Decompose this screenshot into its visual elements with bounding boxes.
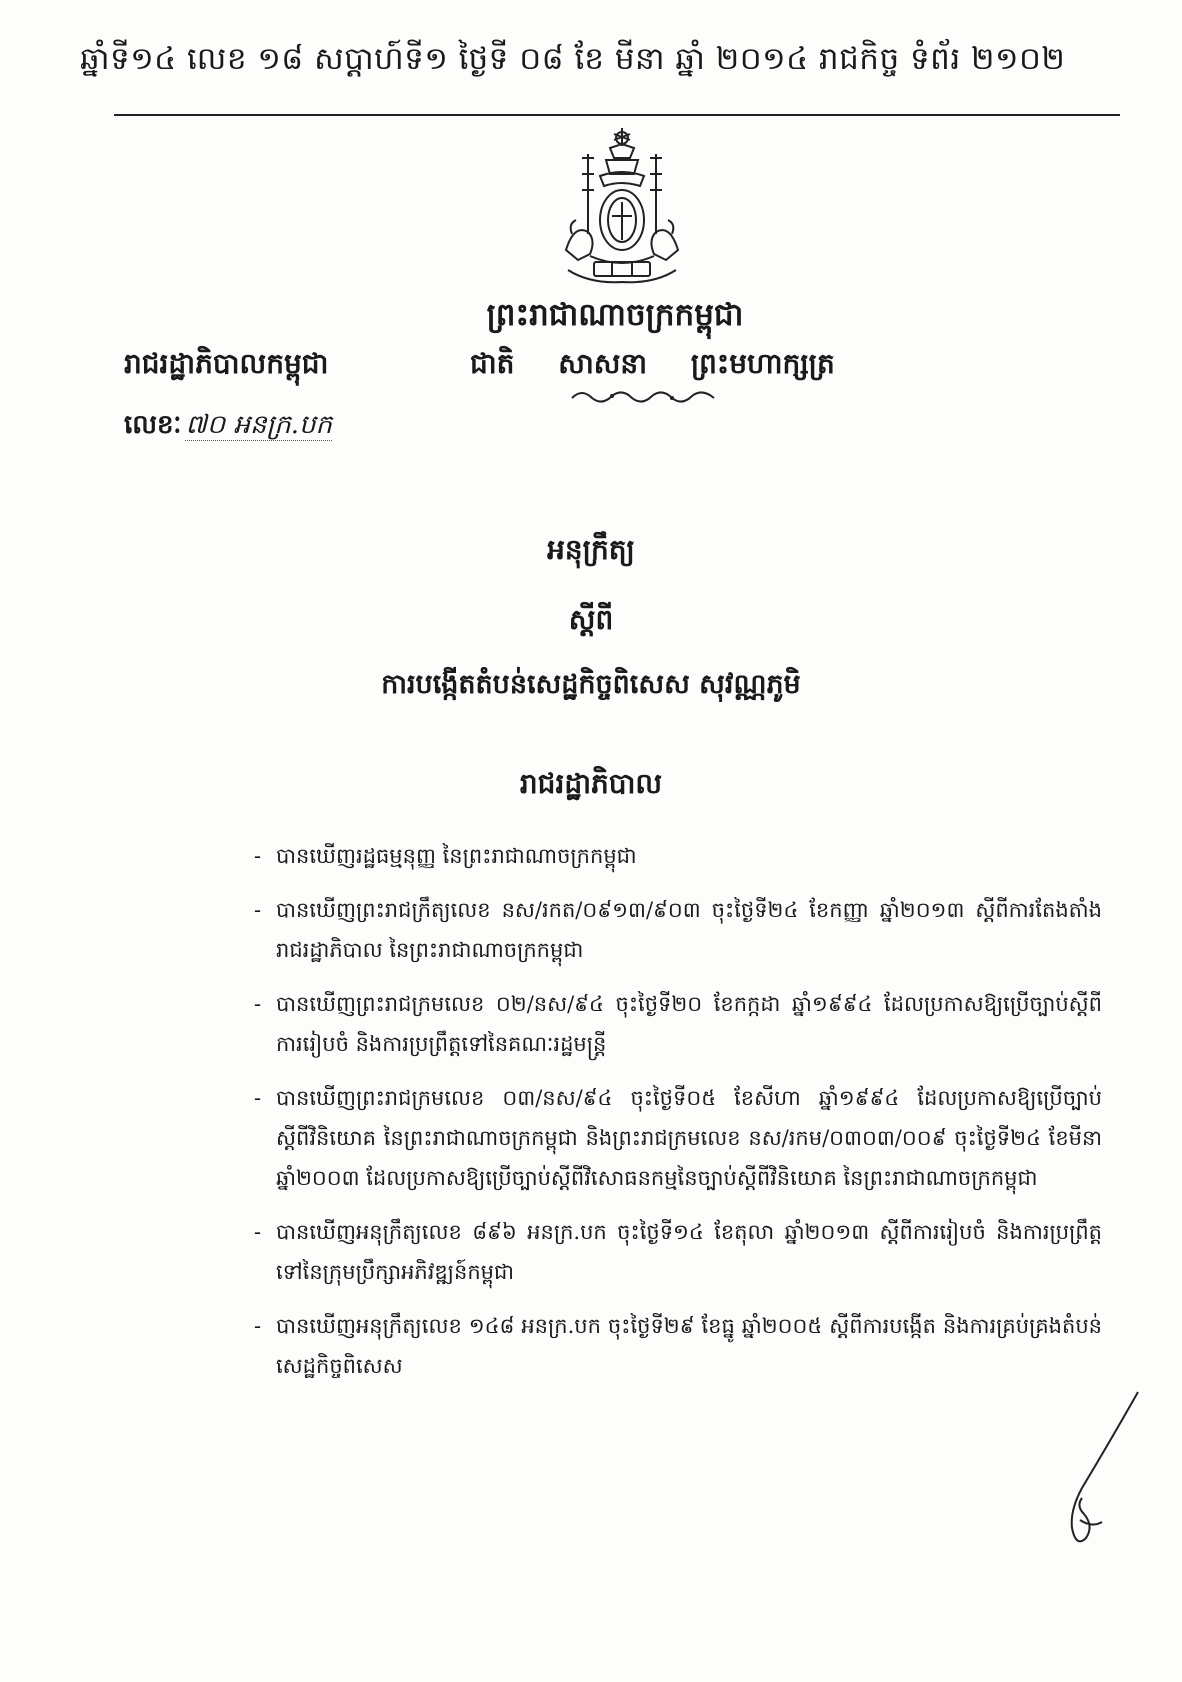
royal-coat-of-arms-icon [560, 124, 684, 288]
list-item: - បានឃើញព្រះរាជក្រមលេខ ០២/នស/៩៤ ចុះថ្ងៃទី២០ ខែកក្កដា ឆ្នាំ១៩៩៤ ដែលប្រកាសឱ្យប្រើច្បាប់ស្តីពីការរៀបចំ និងការប្រព្រឹត្តទៅនៃគណៈរដ្ឋមន្ត្រី [262, 984, 1102, 1064]
document-about: ស្តីពី [568, 603, 614, 636]
national-motto [470, 346, 850, 387]
document-issuer: រាជរដ្ឋាភិបាល [519, 767, 663, 800]
list-item: - បានឃើញព្រះរាជក្រឹត្យលេខ នស/រកត/០៩១៣/៩០៣ ចុះថ្ងៃទី២៤ ខែកញ្ញា ឆ្នាំ២០១៣ ស្តីពីការតែងតាំងរាជរដ្ឋាភិបាល នៃព្រះរាជាណាចក្រកម្ពុជា [262, 890, 1102, 970]
government-name: រាជរដ្ឋាភិបាលកម្ពុជា [124, 347, 329, 380]
ornament-divider-icon [568, 386, 718, 406]
document-subject: ការបង្កើតតំបន់សេដ្ឋកិច្ចពិសេស សុវណ្ណភូមិ [381, 669, 801, 700]
document-type: អនុក្រឹត្យ [547, 533, 635, 566]
gazette-header: ឆ្នាំទី១៤ លេខ ១៨ សប្តាហ៍ទី១ ថ្ងៃទី ០៨ ខែ មីនា ឆ្នាំ ២០១៤ រាជកិច្ច ទំព័រ ២១០២ [80, 41, 1066, 77]
list-item: - បានឃើញអនុក្រឹត្យលេខ ៨៩៦ អនក្រ.បក ចុះថ្ងៃទី១៤ ខែតុលា ឆ្នាំ២០១៣ ស្តីពីការរៀបចំ និងការប្រព្រឹត្តទៅនៃក្រុមប្រឹក្សាអភិវឌ្ឍន៍កម្ពុជា [262, 1212, 1102, 1292]
kingdom-title: ព្រះរាជាណាចក្រកម្ពុជា [486, 297, 744, 333]
reference-number-value: ៧០ អនក្រ.បក [185, 410, 332, 440]
reference-number-label: លេខៈ [124, 410, 182, 440]
list-item: - បានឃើញរដ្ឋធម្មនុញ្ញ នៃព្រះរាជាណាចក្រកម្ពុជា [262, 836, 1102, 876]
motto-religion: សាសនា [558, 347, 648, 380]
preamble-clauses [262, 836, 1102, 1400]
motto-nation: ជាតិ [470, 347, 515, 380]
motto-king: ព្រះមហាក្សត្រ [690, 347, 835, 380]
list-item: - បានឃើញព្រះរាជក្រមលេខ ០៣/នស/៩៤ ចុះថ្ងៃទី០៥ ខែសីហា ឆ្នាំ១៩៩៤ ដែលប្រកាសឱ្យប្រើច្បាប់ស្តីពីវិនិយោគ នៃព្រះរាជាណាចក្រកម្ពុជា និងព្រះរាជក្រមលេខ នស/រកម/០៣០៣/០០៩ ចុះថ្ងៃទី២៤ ខែមីនា ឆ្នាំ២០០៣ ដែលប្រកាសឱ្យប្រើច្បាប់ស្តីពីវិសោធនកម្មនៃច្បាប់ស្តីពីវិនិយោគ នៃព្រះរាជាណាចក្រកម្ពុជា [262, 1078, 1102, 1198]
list-item: - បានឃើញអនុក្រឹត្យលេខ ១៤៨ អនក្រ.បក ចុះថ្ងៃទី២៩ ខែធ្នូ ឆ្នាំ២០០៥ ស្តីពីការបង្កើត និងការគ្រប់គ្រងតំបន់សេដ្ឋកិច្ចពិសេស [262, 1306, 1102, 1386]
initial-signature-icon [1042, 1388, 1142, 1558]
header-rule [114, 114, 1120, 116]
reference-number [124, 408, 384, 446]
